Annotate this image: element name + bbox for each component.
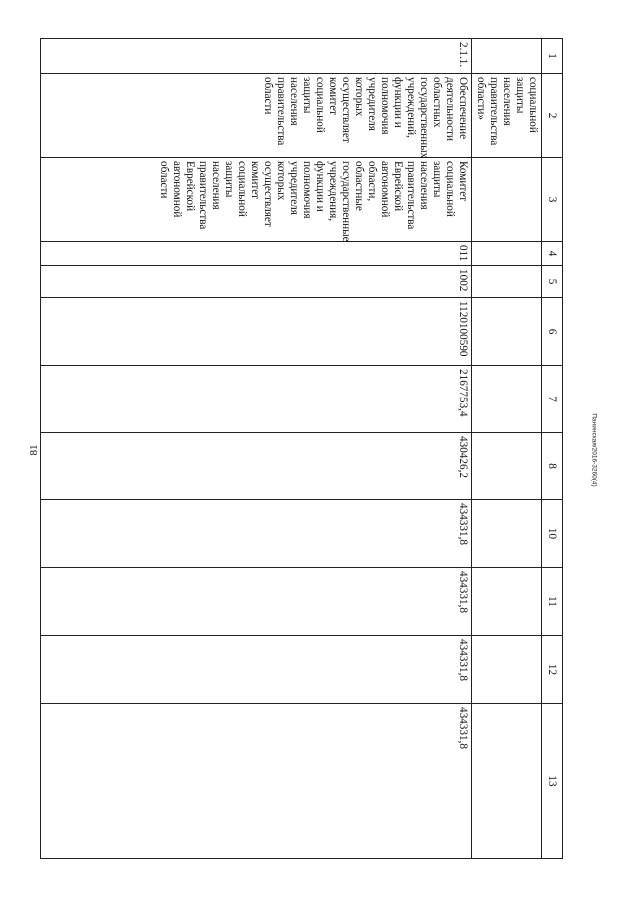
table-row <box>472 39 542 859</box>
header-cell: 1 <box>542 39 563 74</box>
page-number: 81 <box>28 444 40 456</box>
value-cell <box>472 500 542 568</box>
header-cell: 6 <box>542 298 563 366</box>
row-number-cell <box>472 39 542 74</box>
header-cell: 8 <box>542 433 563 500</box>
value-cell <box>472 568 542 636</box>
header-cell: 13 <box>542 704 563 859</box>
value-cell: 434331,8 <box>41 500 472 568</box>
total-cell: 2167753,4 <box>41 366 472 433</box>
event-name-cell: социальной защиты населения правительства области» <box>472 74 542 158</box>
value-cell: 434331,8 <box>41 704 472 859</box>
grbs-cell: 011 <box>41 242 472 266</box>
header-cell: 4 <box>542 242 563 266</box>
total-cell <box>472 366 542 433</box>
budget-table <box>40 38 563 859</box>
target-article-cell <box>472 298 542 366</box>
value-cell: 430426,2 <box>41 433 472 500</box>
section-cell: 1002 <box>41 266 472 298</box>
header-row <box>542 39 563 859</box>
header-cell: 12 <box>542 636 563 704</box>
header-cell: 3 <box>542 158 563 242</box>
value-cell: 434331,8 <box>41 568 472 636</box>
header-cell: 5 <box>542 266 563 298</box>
document-code: Панинская/2016-3260(4) <box>590 413 598 487</box>
value-cell <box>472 704 542 859</box>
rotated-table-container <box>57 38 563 828</box>
executor-cell: Комитет социальной защиты населения правительства Еврейской автономной области, областные государственные учреждения, функции и полномочия учредителя которых осуществляет комитет социальной защиты населения правительства Еврейской автономной области <box>41 158 472 242</box>
executor-cell <box>472 158 542 242</box>
table-row <box>41 39 472 859</box>
value-cell <box>472 433 542 500</box>
section-cell <box>472 266 542 298</box>
header-cell: 10 <box>542 500 563 568</box>
header-cell: 7 <box>542 366 563 433</box>
event-name-cell: Обеспечение деятельности областных государственных учреждений, функции и полномочия учредителя которых осуществляет комитет социальной защиты населения правительства области <box>41 74 472 158</box>
grbs-cell <box>472 242 542 266</box>
header-cell: 11 <box>542 568 563 636</box>
value-cell <box>472 636 542 704</box>
target-article-cell: 1120100590 <box>41 298 472 366</box>
row-number-cell: 2.1.1. <box>41 39 472 74</box>
header-cell: 2 <box>542 74 563 158</box>
value-cell: 434331,8 <box>41 636 472 704</box>
